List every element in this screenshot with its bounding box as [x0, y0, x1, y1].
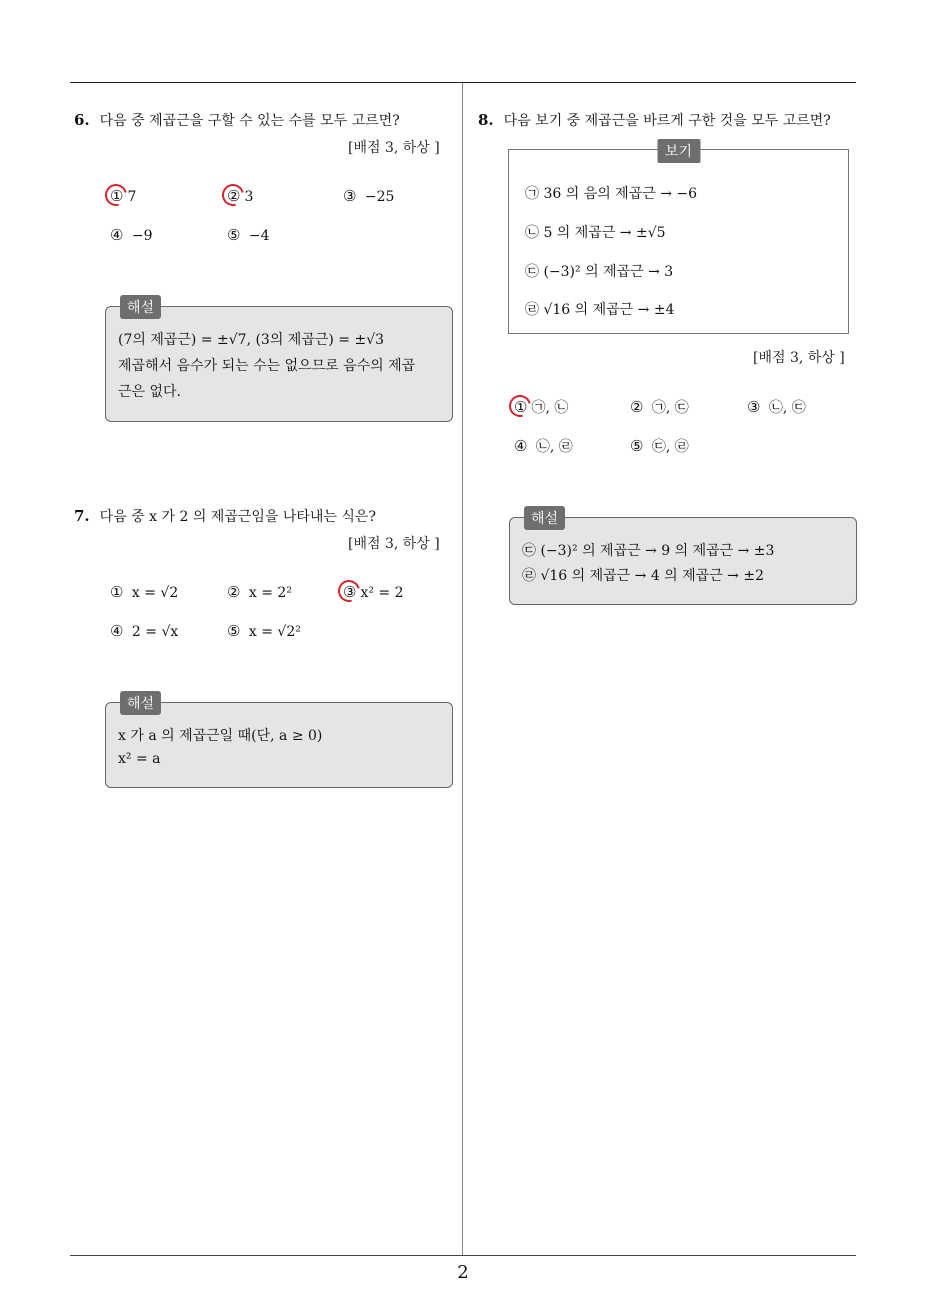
- solution-tag: 해설: [524, 506, 565, 530]
- option-text: −9: [131, 228, 153, 244]
- option-4[interactable]: [514, 436, 573, 456]
- solution-tag: 해설: [120, 295, 161, 319]
- option-5[interactable]: [630, 436, 689, 456]
- question-text: 다음 중 제곱근을 구할 수 있는 수를 모두 고르면?: [99, 113, 400, 129]
- option-text: −25: [364, 189, 395, 205]
- solution-tag: 해설: [120, 691, 161, 715]
- option-1[interactable]: [514, 397, 568, 417]
- red-circle-mark: [218, 180, 248, 210]
- option-number: ④: [514, 437, 528, 455]
- option-3[interactable]: [747, 397, 806, 417]
- option-number: ①: [110, 187, 123, 205]
- option-number: ④: [110, 226, 124, 244]
- option-number: ①: [514, 398, 527, 416]
- option-number: ④: [110, 622, 124, 640]
- question-6: [74, 110, 400, 130]
- question-text: 다음 보기 중 제곱근을 바르게 구한 것을 모두 고르면?: [503, 113, 831, 129]
- option-text: 7: [127, 189, 137, 205]
- option-text: x = 2²: [248, 585, 292, 601]
- solution-line: ㉢ (−3)² 의 제곱근 → 9 의 제곱근 → ±3: [522, 543, 775, 559]
- option-text: ㉡, ㉣: [535, 439, 573, 455]
- question-number: 6.: [74, 111, 90, 129]
- option-2[interactable]: [630, 397, 689, 417]
- solution-line: x 가 a 의 제곱근일 때(단, a ≥ 0): [118, 728, 323, 744]
- bogi-item: ㉢ (−3)² 의 제곱근 → 3: [525, 264, 674, 280]
- option-2[interactable]: [227, 187, 253, 205]
- solution-box: [105, 696, 453, 788]
- option-text: x = √2: [131, 585, 179, 601]
- red-circle-mark: [505, 391, 535, 421]
- solution-line: (7의 제곱근) = ±√7, (3의 제곱근) = ±√3: [118, 332, 385, 348]
- bottom-rule: [70, 1255, 856, 1256]
- column-divider: [462, 83, 463, 1255]
- option-text: −4: [248, 228, 270, 244]
- bogi-item: ㉡ 5 의 제곱근 → ±√5: [525, 225, 666, 241]
- solution-box: [509, 511, 857, 605]
- option-text: x² = 2: [360, 585, 404, 601]
- option-1[interactable]: [110, 583, 178, 601]
- option-text: ㉠, ㉡: [531, 400, 569, 416]
- option-number: ⑤: [227, 622, 241, 640]
- option-number: ③: [343, 187, 357, 205]
- solution-box: [105, 300, 453, 422]
- option-5[interactable]: [227, 226, 270, 244]
- score-label: [배점 3, 하상 ]: [753, 350, 845, 366]
- option-number: ①: [110, 583, 124, 601]
- option-number: ③: [747, 398, 761, 416]
- question-number: 7.: [74, 507, 90, 525]
- solution-line: ㉣ √16 의 제곱근 → 4 의 제곱근 → ±2: [522, 568, 764, 584]
- option-number: ②: [630, 398, 644, 416]
- question-number: 8.: [478, 111, 494, 129]
- question-text: 다음 중 x 가 2 의 제곱근임을 나타내는 식은?: [99, 509, 376, 525]
- option-3[interactable]: [343, 187, 394, 205]
- question-8: [478, 110, 831, 130]
- bogi-item: ㉣ √16 의 제곱근 → ±4: [525, 302, 675, 318]
- bogi-tag: 보기: [657, 139, 700, 163]
- option-text: 3: [244, 189, 254, 205]
- option-number: ②: [227, 583, 241, 601]
- score-label: [배점 3, 하상 ]: [348, 536, 440, 552]
- bogi-item: ㉠ 36 의 음의 제곱근 → −6: [525, 186, 698, 202]
- option-1[interactable]: [110, 187, 136, 205]
- option-4[interactable]: [110, 226, 153, 244]
- option-number: ⑤: [630, 437, 644, 455]
- option-text: ㉢, ㉣: [651, 439, 689, 455]
- option-text: 2 = √x: [131, 624, 179, 640]
- top-rule: [70, 82, 856, 83]
- question-7: [74, 506, 376, 526]
- solution-line: 근은 없다.: [118, 384, 181, 400]
- option-5[interactable]: [227, 622, 301, 640]
- option-2[interactable]: [227, 583, 292, 601]
- option-text: ㉠, ㉢: [651, 400, 689, 416]
- option-text: x = √2²: [248, 624, 301, 640]
- score-label: [배점 3, 하상 ]: [348, 140, 440, 156]
- option-number: ③: [343, 583, 356, 601]
- page-number: 2: [457, 1262, 469, 1283]
- option-number: ②: [227, 187, 240, 205]
- red-circle-mark: [101, 180, 131, 210]
- option-3[interactable]: [343, 583, 404, 601]
- bogi-box: [508, 144, 849, 334]
- solution-line: x² = a: [118, 751, 161, 767]
- red-circle-mark: [334, 576, 364, 606]
- option-text: ㉡, ㉢: [768, 400, 806, 416]
- option-number: ⑤: [227, 226, 241, 244]
- option-4[interactable]: [110, 622, 178, 640]
- solution-line: 제곱해서 음수가 되는 수는 없으므로 음수의 제곱: [118, 358, 416, 374]
